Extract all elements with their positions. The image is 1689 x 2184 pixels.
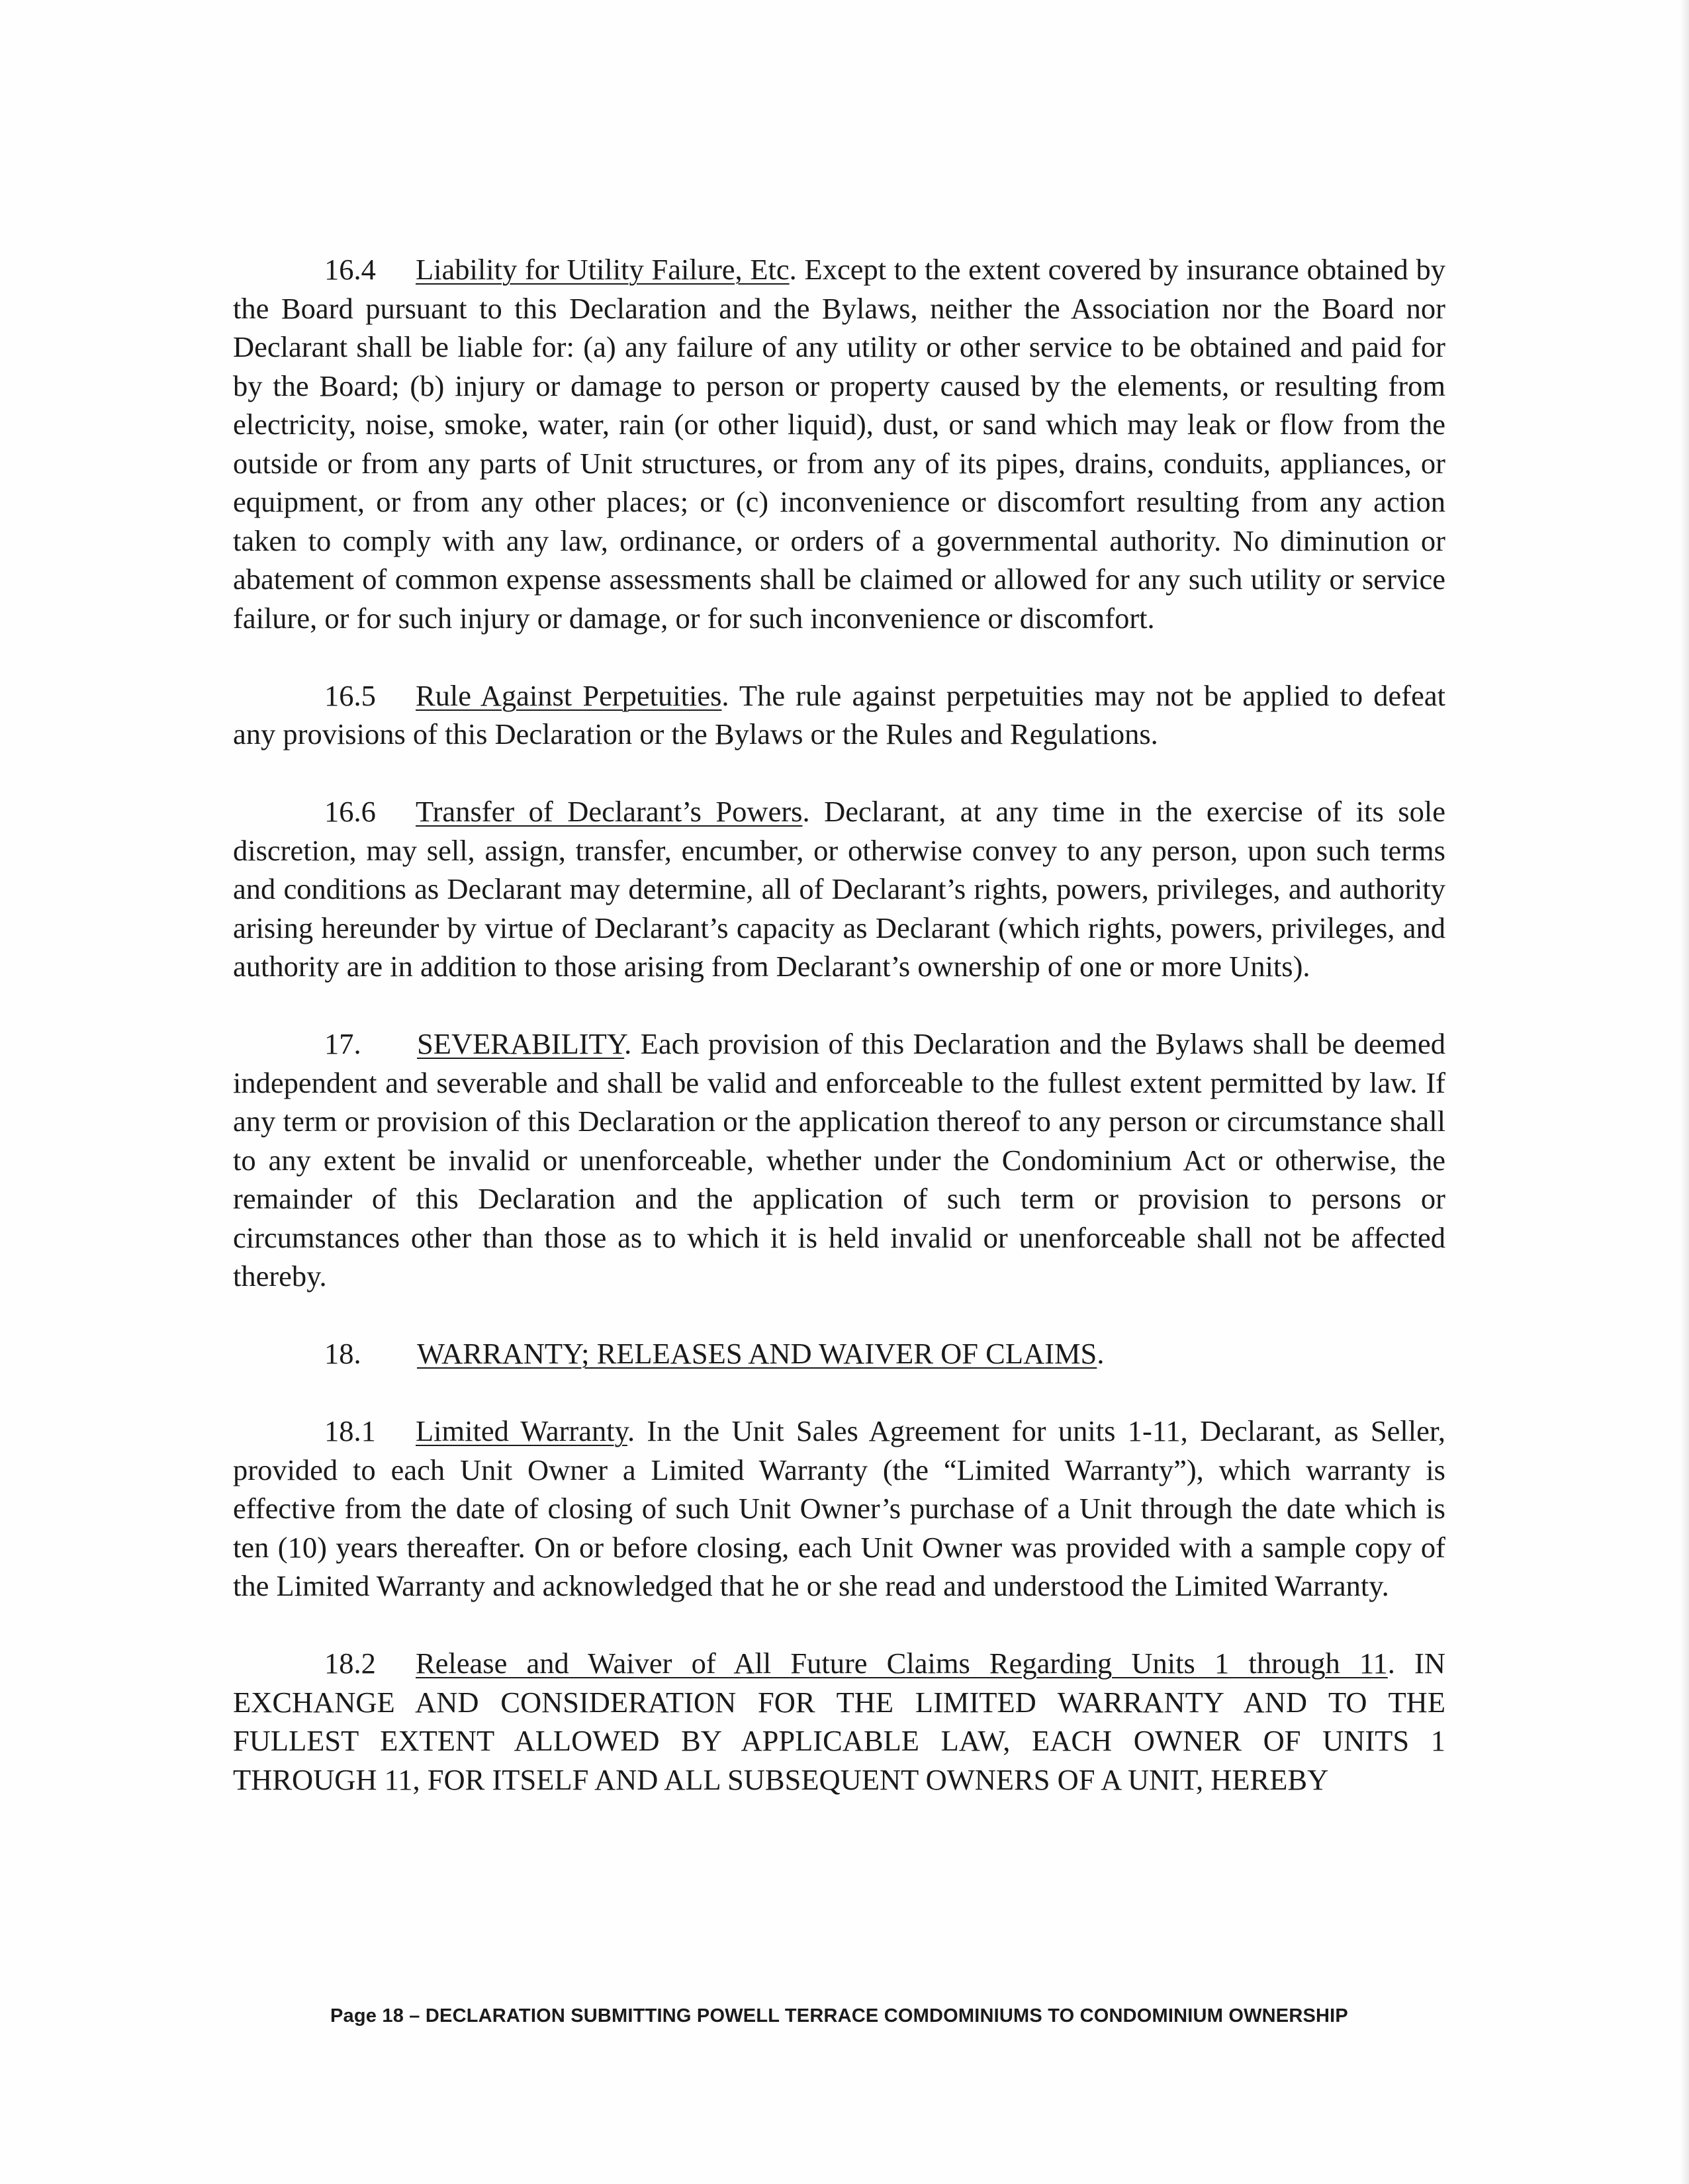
heading-punctuation: . <box>1387 1647 1395 1680</box>
section-heading: Transfer of Declarant’s Powers <box>416 795 803 828</box>
heading-punctuation: . <box>1097 1337 1105 1370</box>
page-edge-shadow <box>1680 0 1689 2184</box>
section-number: 18.1 <box>324 1414 376 1447</box>
section-number: 16.5 <box>324 678 376 712</box>
heading-punctuation: . <box>802 795 810 828</box>
section-text: IN EXCHANGE AND CONSIDERATION FOR THE LIMITED WARRANTY AND TO THE FULLEST EXTENT ALLOWED BY APPLICABLE LAW, EACH OWNER OF UNITS 1 THROUGH 11, FOR ITSELF AND ALL SUBSEQUENT OWNERS OF A UNIT, HEREBY <box>233 1647 1445 1796</box>
section-heading: Release and Waiver of All Future Claims Regarding Units 1 through 11 <box>416 1647 1388 1680</box>
section-number: 17. <box>324 1027 361 1060</box>
section-text: Except to the extent covered by insurance obtained by the Board pursuant to this Declaration and the Bylaws, neither the Association nor the Board nor Declarant shall be liable for: (a) any failure of any utility or other service to be obtained and paid for by the Board; (b) injury or damage to person or property caused by the elements, or resulting from electricity, noise, smoke, water, rain (or other liquid), dust, or sand which may leak or flow from the outside or from any parts of Unit structures, or from any of its pipes, drains, conduits, appliances, or equipment, or from any other places; or (c) inconvenience or discomfort resulting from any action taken to comply with any law, ordinance, or orders of a governmental authority. No diminution or abatement of common expense assessments shall be claimed or allowed for any such utility or service failure, or for such injury or damage, or for such inconvenience or discomfort. <box>233 253 1446 635</box>
section-number: 16.6 <box>324 795 376 828</box>
section-18-2 <box>233 1644 1445 1799</box>
document-body <box>233 250 1445 1838</box>
heading-punctuation: . <box>627 1414 635 1447</box>
heading-punctuation: . <box>721 678 729 712</box>
section-heading: Rule Against Perpetuities <box>416 678 722 712</box>
section-text: The rule against perpetuities may not be applied to defeat any provisions of this Declaration or the Bylaws or the Rules and Regulations. <box>233 678 1445 751</box>
section-16-6 <box>233 792 1445 986</box>
section-heading: WARRANTY; RELEASES AND WAIVER OF CLAIMS <box>417 1337 1097 1370</box>
section-17 <box>233 1024 1445 1296</box>
section-16-5 <box>233 676 1445 754</box>
section-18-1 <box>233 1412 1445 1606</box>
section-text: Declarant, at any time in the exercise of its sole discretion, may sell, assign, transfer, encumber, or otherwise convey to any person, upon such terms and conditions as Declarant may determine, all of Declarant’s rights, powers, privileges, and authority arising hereunder by virtue of Declarant’s capacity as Declarant (which rights, powers, privileges, and authority are in addition to those arising from Declarant’s ownership of one or more Units). <box>233 795 1445 983</box>
heading-punctuation: . <box>624 1027 632 1060</box>
section-number: 18. <box>324 1337 361 1370</box>
heading-punctuation: . <box>789 253 797 286</box>
section-text: Each provision of this Declaration and the Bylaws shall be deemed independent and severable and shall be valid and enforceable to the fullest extent permitted by law. If any term or provision of this Declaration or the application thereof to any person or circumstance shall to any extent be invalid or unenforceable, whether under the Condominium Act or otherwise, the remainder of this Declaration and the application of such term or provision to persons or circumstances other than those as to which it is held invalid or unenforceable shall not be affected thereby. <box>233 1027 1445 1293</box>
section-heading: Liability for Utility Failure, Etc <box>416 253 790 286</box>
section-heading: Limited Warranty <box>416 1414 627 1447</box>
page-footer: Page 18 – DECLARATION SUBMITTING POWELL TERRACE COMDOMINIUMS TO CONDOMINIUM OWNERSHIP <box>330 2005 1348 2026</box>
section-number: 16.4 <box>324 253 376 286</box>
section-heading: SEVERABILITY <box>417 1027 625 1060</box>
section-16-4 <box>233 250 1445 637</box>
section-18 <box>233 1334 1445 1373</box>
section-number: 18.2 <box>324 1647 376 1680</box>
section-text: In the Unit Sales Agreement for units 1-11, Declarant, as Seller, provided to each Unit Owner a Limited Warranty (the “Limited Warranty”), which warranty is effective from the date of closing of such Unit Owner’s purchase of a Unit through the date which is ten (10) years thereafter. On or before closing, each Unit Owner was provided with a sample copy of the Limited Warranty and acknowledged that he or she read and understood the Limited Warranty. <box>233 1414 1445 1602</box>
